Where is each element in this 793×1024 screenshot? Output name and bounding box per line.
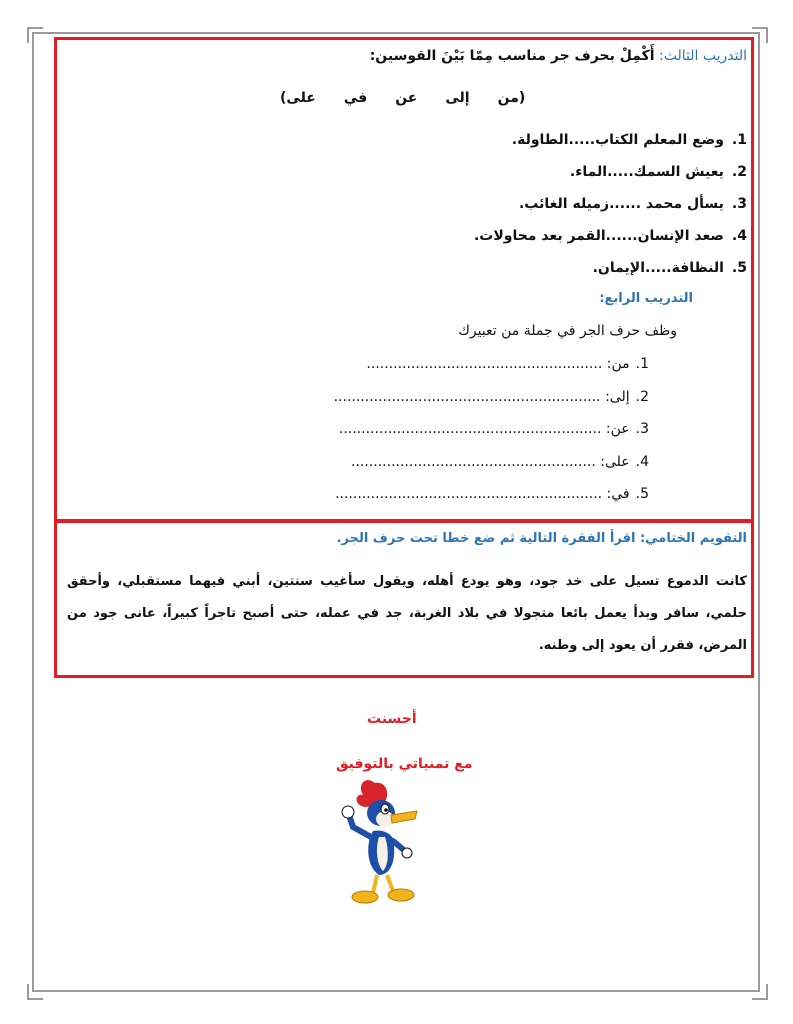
sentence-text: النظافة.....الإيمان.: [592, 260, 724, 276]
exercise3-title: [370, 48, 747, 64]
choice: عن: [395, 90, 418, 106]
sentence-text: يعيش السمك.....الماء.: [569, 164, 724, 180]
exercise-box: [54, 37, 754, 522]
choice: على): [280, 90, 316, 106]
sentence-item: [519, 196, 747, 212]
item-number: 2.: [731, 164, 747, 180]
exercise4-instruction: وظف حرف الجر في جملة من تعبيرك: [458, 323, 677, 339]
fill-label: في:: [606, 486, 630, 502]
fill-line: [366, 356, 649, 372]
sentence-item: [474, 228, 747, 244]
sentence-text: يسأل محمد ......زميله الغائب.: [518, 196, 724, 212]
good-luck-text: مع تمنياتي بالتوفيق: [336, 756, 473, 772]
corner-mark: [752, 27, 768, 43]
item-number: 5.: [731, 260, 747, 276]
answer-blank[interactable]: .....................................................: [366, 356, 603, 372]
item-number: 3.: [731, 196, 747, 212]
final-label: التقويم الختامي:: [639, 531, 747, 546]
sentence-text: صعد الإنسان......القمر بعد محاولات.: [473, 228, 724, 244]
fill-line: [335, 486, 649, 502]
sentence-item: [570, 164, 747, 180]
answer-blank[interactable]: ...........................................................: [338, 421, 602, 437]
corner-mark: [27, 984, 43, 1000]
final-instruction: اقرأ الفقرة التالية ثم ضع خطا تحت حرف الجر.: [336, 531, 636, 546]
sentence-item: [593, 260, 747, 276]
fill-line: [351, 454, 649, 470]
corner-mark: [27, 27, 43, 43]
exercise3-instruction: أَكْمِلْ بحرف جر مناسب مِمّا بَيْنَ القوسين:: [369, 48, 655, 64]
sentence-text: وضع المعلم الكتاب.....الطاولة.: [511, 132, 724, 148]
item-number: 3.: [635, 421, 649, 437]
fill-label: من:: [606, 356, 630, 372]
fill-line: [334, 389, 649, 405]
fill-label: على:: [600, 454, 630, 470]
reading-paragraph: كانت الدموع تسيل على خد جود، وهو يودع أهله، ويقول سأغيب سنتين، أبني فيهما مستقبلي، وأحقق حلمي، سافر وبدأ يعمل بائعا متجولا في بلاد الغربة، جد في عمله، حتى أصبح تاجراً كبيراً، عانى جود من المرض، فقرر أن يعود إلى وطنه.: [67, 574, 747, 653]
item-number: 1.: [635, 356, 649, 372]
fill-label: إلى:: [605, 389, 630, 405]
item-number: 4.: [635, 454, 649, 470]
choices-row: [280, 90, 525, 106]
woodpecker-icon: [335, 775, 425, 910]
exercise3-label: التدريب الثالث:: [659, 48, 747, 64]
fill-label: عن:: [605, 421, 630, 437]
item-number: 1.: [731, 132, 747, 148]
answer-blank[interactable]: ............................................................: [333, 389, 601, 405]
item-number: 2.: [635, 389, 649, 405]
fill-line: [339, 421, 649, 437]
sentence-item: [512, 132, 747, 148]
item-number: 5.: [635, 486, 649, 502]
answer-blank[interactable]: ............................................................: [335, 486, 603, 502]
exercise4-title: التدريب الرابع:: [599, 291, 693, 306]
choice: (من: [497, 90, 526, 106]
choice: في: [343, 90, 368, 106]
answer-blank[interactable]: .......................................................: [351, 454, 596, 470]
bravo-text: أحسنت: [367, 711, 417, 727]
final-title: [337, 531, 747, 546]
item-number: 4.: [731, 228, 747, 244]
choice: إلى: [445, 90, 470, 106]
corner-mark: [752, 984, 768, 1000]
